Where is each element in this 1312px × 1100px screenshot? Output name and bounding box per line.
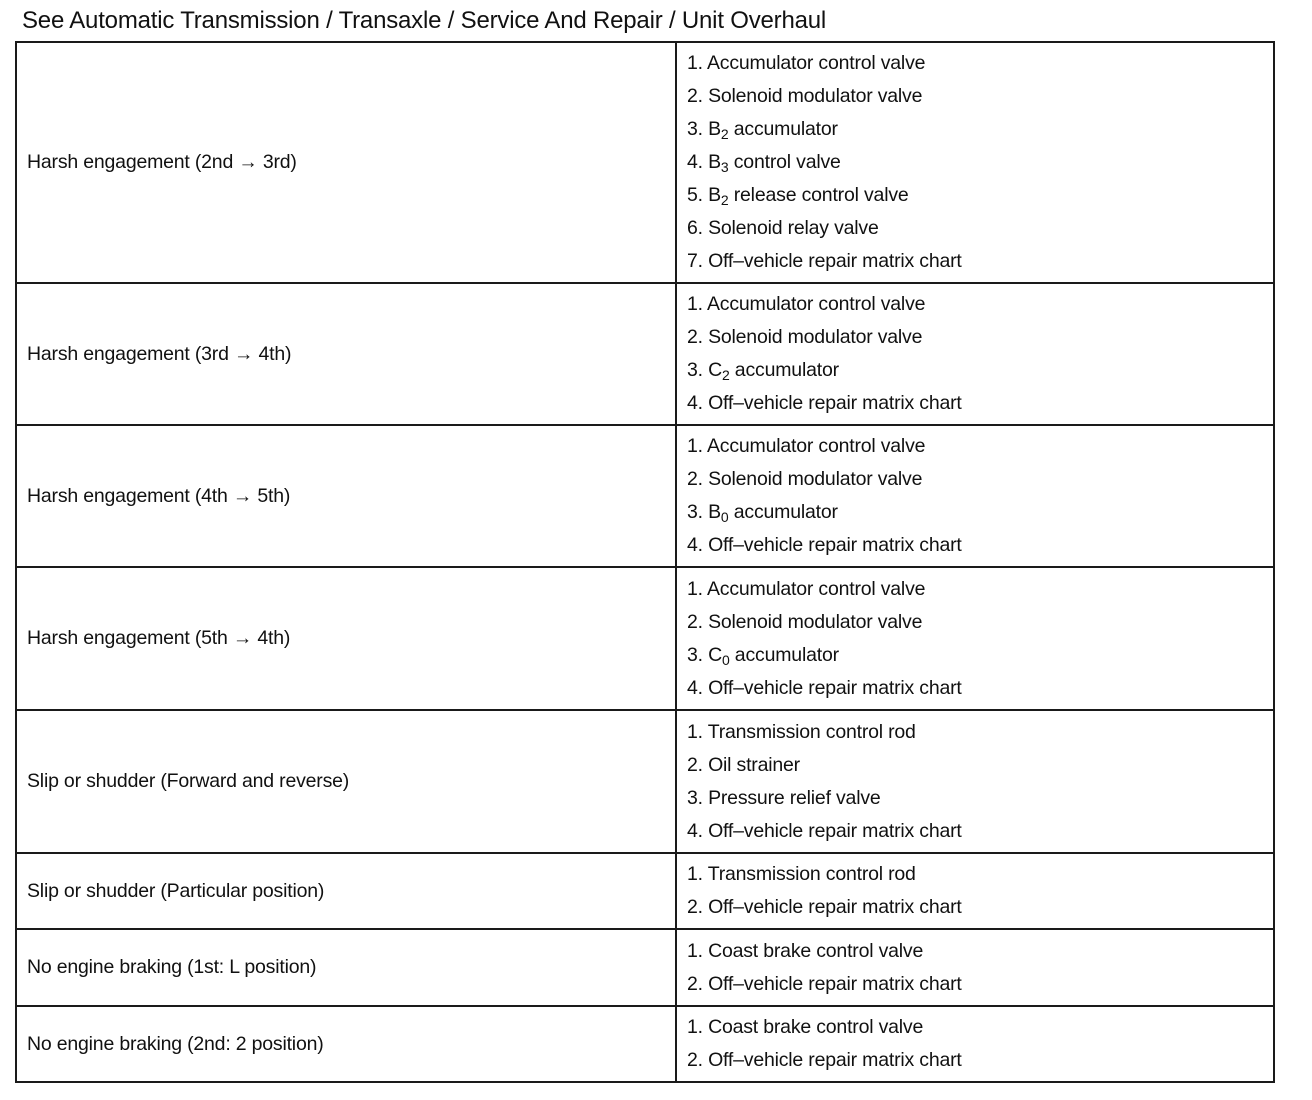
list-item: 3. $C_2$ accumulator — [687, 359, 839, 383]
list-item: 2. Solenoid modulator valve — [687, 85, 923, 107]
table-row — [16, 1006, 1274, 1082]
table-row — [16, 929, 1274, 1006]
list-item: 1. Accumulator control valve — [687, 577, 926, 600]
parts-list — [687, 935, 1273, 1001]
symptom-cell: No engine braking (2nd: 2 position) — [16, 1006, 676, 1082]
parts-cell — [676, 853, 1274, 929]
list-item: 2. Solenoid modulator valve — [687, 610, 923, 633]
parts-cell — [676, 283, 1274, 425]
table-row — [16, 567, 1274, 710]
table-row — [16, 42, 1274, 283]
list-item: 2. Oil strainer — [687, 753, 800, 776]
list-item: 3. Pressure relief valve — [687, 786, 881, 809]
symptom-cell: Harsh engagement (4th → 5th) — [16, 425, 676, 567]
symptom-cell: Harsh engagement (2nd → 3rd) — [16, 42, 676, 283]
symptom-cell: No engine braking (1st: L position) — [16, 929, 676, 1006]
table-row — [16, 425, 1274, 567]
page-title: See Automatic Transmission / Transaxle / Service And Repair / Unit Overhaul — [22, 7, 827, 34]
parts-list — [687, 716, 1273, 848]
list-item: 3. $C_0$ accumulator — [687, 643, 839, 668]
repair-matrix-table — [15, 41, 1275, 1083]
list-item: 6. Solenoid relay valve — [687, 217, 879, 239]
table-row — [16, 853, 1274, 929]
list-item: 2. Off–vehicle repair matrix chart — [687, 1049, 962, 1071]
list-item: 4. Off–vehicle repair matrix chart — [687, 534, 962, 556]
symptom-cell: Slip or shudder (Forward and reverse) — [16, 710, 676, 853]
list-item: 1. Coast brake control valve — [687, 1016, 924, 1038]
list-item: 2. Solenoid modulator valve — [687, 468, 923, 490]
parts-list — [687, 47, 1273, 278]
list-item: 2. Solenoid modulator valve — [687, 326, 923, 348]
parts-cell — [676, 42, 1274, 283]
list-item: 3. $B_0$ accumulator — [687, 501, 838, 525]
list-item: 1. Transmission control rod — [687, 863, 916, 885]
parts-list — [687, 1011, 1273, 1077]
symptom-cell: Harsh engagement (5th → 4th) — [16, 567, 676, 710]
list-item: 3. $B_2$ accumulator — [687, 118, 838, 142]
parts-cell — [676, 567, 1274, 710]
list-item: 2. Off–vehicle repair matrix chart — [687, 972, 962, 995]
list-item: 5. $B_2$ release control valve — [687, 184, 909, 208]
parts-list — [687, 288, 1273, 420]
symptom-cell: Harsh engagement (3rd → 4th) — [16, 283, 676, 425]
parts-cell — [676, 929, 1274, 1006]
list-item: 4. $B_3$ control valve — [687, 151, 841, 175]
list-item: 1. Accumulator control valve — [687, 52, 926, 74]
list-item: 2. Off–vehicle repair matrix chart — [687, 896, 962, 918]
list-item: 1. Transmission control rod — [687, 720, 916, 743]
list-item: 4. Off–vehicle repair matrix chart — [687, 819, 962, 842]
parts-list — [687, 430, 1273, 562]
list-item: 7. Off–vehicle repair matrix chart — [687, 250, 962, 272]
parts-cell — [676, 1006, 1274, 1082]
symptom-cell: Slip or shudder (Particular position) — [16, 853, 676, 929]
table-row — [16, 283, 1274, 425]
parts-list — [687, 858, 1273, 924]
list-item: 1. Accumulator control valve — [687, 293, 926, 315]
list-item: 1. Coast brake control valve — [687, 939, 924, 962]
parts-cell — [676, 710, 1274, 853]
table-row — [16, 710, 1274, 853]
list-item: 4. Off–vehicle repair matrix chart — [687, 392, 962, 414]
list-item: 4. Off–vehicle repair matrix chart — [687, 676, 962, 699]
parts-cell — [676, 425, 1274, 567]
parts-list — [687, 573, 1273, 705]
list-item: 1. Accumulator control valve — [687, 435, 926, 457]
